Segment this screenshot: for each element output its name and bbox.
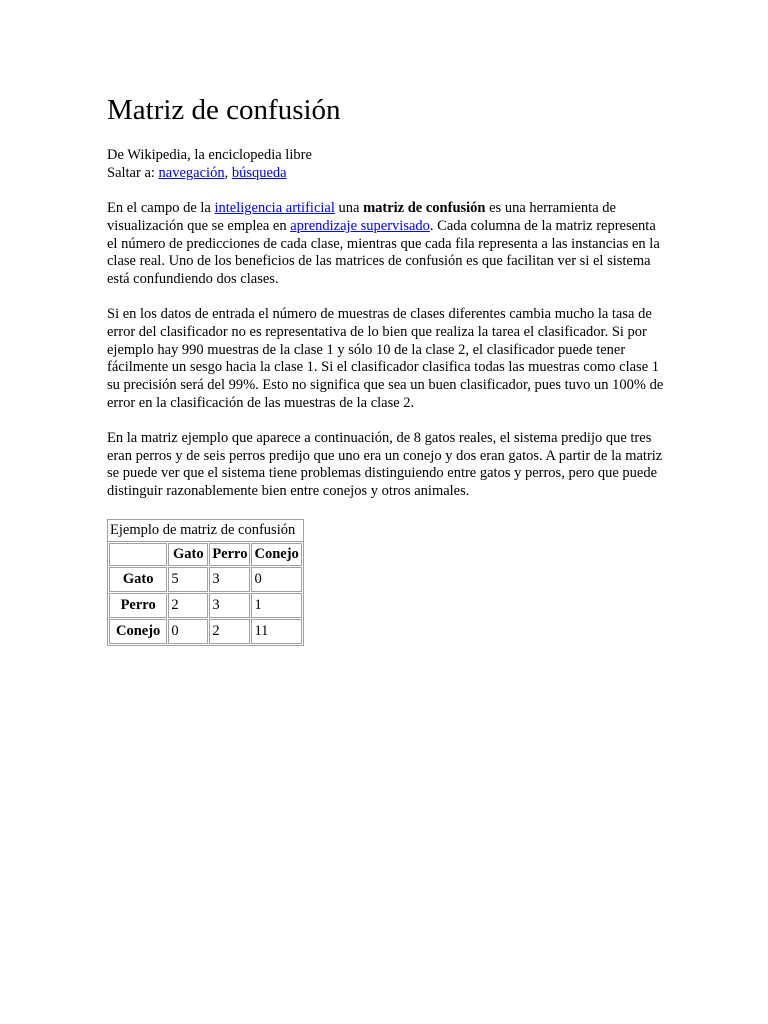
table-cell: 2 (209, 619, 250, 644)
column-header: Perro (209, 543, 250, 566)
ai-link[interactable]: inteligencia artificial (214, 200, 335, 216)
source-line: De Wikipedia, la enciclopedia libre (107, 147, 312, 163)
column-header: Gato (168, 543, 208, 566)
search-link[interactable]: búsqueda (231, 165, 287, 181)
subtitle-block (107, 146, 667, 182)
table-cell: 0 (251, 567, 301, 592)
intro-text-4: . Cada columna de la matriz representa el número de predicciones de cada clase, mientras que cada fila representa a las instancias en la clase real. Uno de los beneficios de las matrices de confusión es que facilitan ver si el sistema está confundiendo dos clases. (107, 217, 660, 288)
table-cell: 11 (251, 619, 301, 644)
table-cell: 2 (168, 593, 208, 618)
supervised-learning-link[interactable]: aprendizaje supervisado (290, 217, 430, 234)
table-cell: 0 (168, 619, 208, 644)
intro-paragraph (107, 200, 667, 289)
intro-text-3: es una herramienta de visualización que se emplea en (107, 200, 616, 234)
row-header: Perro (109, 593, 167, 618)
page-title: Matriz de confusión (107, 94, 341, 126)
table-cell: 1 (251, 593, 301, 618)
term-bold: matriz de confusión (363, 200, 486, 216)
table-row (109, 567, 302, 592)
table-row (109, 619, 302, 644)
table-caption: Ejemplo de matriz de confusión (107, 519, 304, 541)
imbalance-paragraph: Si en los datos de entrada el número de muestras de clases diferentes cambia mucho la tasa de error del clasificador no es representativa de lo bien que realiza la tarea el clasificador. Si por ejemplo hay 990 muestras de la clase 1 y sólo 10 de la clase 2, el clasificador puede tener fácilmente un sesgo hacia la clase 1. Si el clasificador clasifica todas las muestras como clase 1 su precisión será del 99%. Esto no significa que sea un buen clasificador, pues tuvo un 100% de error en la clasificación de las muestras de la clase 2. (107, 305, 664, 411)
table-cell: 3 (209, 593, 250, 618)
jump-separator: , (224, 165, 232, 181)
confusion-matrix-table (107, 519, 304, 646)
table-cell: 5 (168, 567, 208, 592)
table-row (109, 593, 302, 618)
intro-text-2: una (334, 200, 364, 216)
intro-text-1: En el campo de la (107, 200, 215, 216)
example-paragraph: En la matriz ejemplo que aparece a continuación, de 8 gatos reales, el sistema predijo que tres eran perros y de seis perros predijo que uno era un conejo y dos eran gatos. A partir de la matriz se puede ver que el sistema tiene problemas distinguiendo entre gatos y perros, pero que puede distinguir razonablemente bien entre conejos y otros animales. (107, 429, 663, 500)
corner-cell (109, 543, 167, 566)
article (107, 92, 667, 646)
row-header: Gato (109, 567, 167, 592)
column-header: Conejo (251, 543, 301, 566)
row-header: Conejo (109, 619, 167, 644)
jump-to-line (107, 164, 667, 182)
table-header-row (109, 543, 302, 566)
table-cell: 3 (209, 567, 250, 592)
navigation-link[interactable]: navegación (158, 165, 225, 181)
jump-label: Saltar a: (107, 165, 159, 181)
